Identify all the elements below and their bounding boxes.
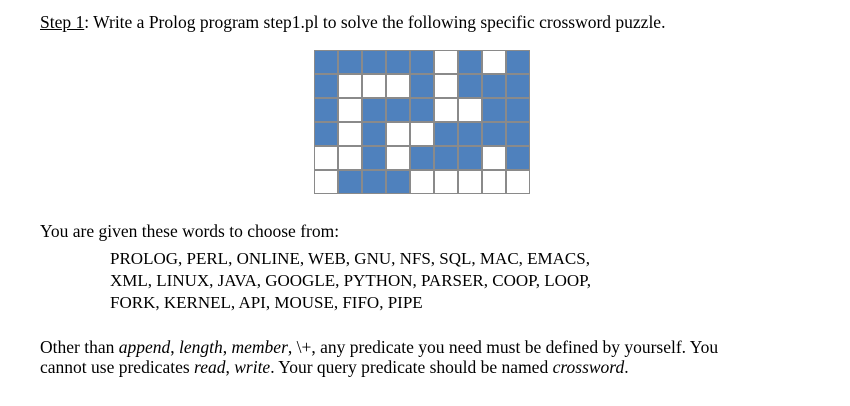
- grid-cell-empty: [435, 51, 458, 74]
- step-label: Step 1: [40, 12, 85, 32]
- grid-cell-filled: [483, 75, 506, 98]
- predicate-write: write: [234, 357, 271, 377]
- grid-cell-empty: [507, 171, 530, 194]
- grid-cell-empty: [459, 99, 482, 122]
- grid-cell-empty: [435, 99, 458, 122]
- grid-cell-filled: [315, 51, 338, 74]
- grid-cell-filled: [507, 75, 530, 98]
- constraint-text: cannot use predicates: [40, 357, 195, 377]
- grid-cell-empty: [315, 147, 338, 170]
- grid-cell-filled: [339, 51, 362, 74]
- constraint-text: Other than: [40, 337, 119, 357]
- grid-cell-filled: [507, 51, 530, 74]
- predicate-length: length: [179, 337, 223, 357]
- constraints-line-2: [40, 357, 629, 378]
- grid-cell-empty: [387, 123, 410, 146]
- constraint-text: ,: [222, 337, 232, 357]
- grid-cell-empty: [387, 147, 410, 170]
- grid-cell-filled: [483, 99, 506, 122]
- predicate-append: append: [118, 337, 171, 357]
- grid-cell-empty: [483, 51, 506, 74]
- constraint-text: ,: [225, 357, 235, 377]
- grid-cell-filled: [339, 171, 362, 194]
- constraints-line-1: [40, 337, 718, 358]
- predicate-crossword: crossword: [552, 357, 625, 377]
- crossword-grid: [314, 50, 530, 194]
- grid-cell-filled: [507, 123, 530, 146]
- grid-cell-filled: [459, 75, 482, 98]
- step-instruction: : Write a Prolog program step1.pl to solve the following specific crossword puzzle.: [84, 12, 666, 32]
- grid-cell-filled: [315, 123, 338, 146]
- grid-cell-empty: [411, 123, 434, 146]
- grid-cell-filled: [387, 171, 410, 194]
- grid-cell-empty: [435, 75, 458, 98]
- grid-cell-filled: [387, 99, 410, 122]
- word-list-line: XML, LINUX, JAVA, GOOGLE, PYTHON, PARSER, COOP, LOOP,: [110, 271, 591, 290]
- word-list-line: PROLOG, PERL, ONLINE, WEB, GNU, NFS, SQL, MAC, EMACS,: [110, 249, 590, 268]
- step-heading: [40, 12, 665, 33]
- constraint-text: ,: [170, 337, 180, 357]
- grid-cell-filled: [387, 51, 410, 74]
- grid-cell-filled: [315, 99, 338, 122]
- grid-cell-filled: [363, 51, 386, 74]
- constraint-text: . Your query predicate should be named: [270, 357, 553, 377]
- given-words-intro: You are given these words to choose from:: [40, 221, 340, 241]
- word-list-line: FORK, KERNEL, API, MOUSE, FIFO, PIPE: [110, 293, 423, 312]
- grid-cell-filled: [411, 147, 434, 170]
- grid-cell-empty: [435, 171, 458, 194]
- grid-cell-empty: [483, 171, 506, 194]
- constraint-text: .: [624, 357, 629, 377]
- grid-cell-empty: [363, 75, 386, 98]
- grid-cell-filled: [315, 75, 338, 98]
- grid-cell-empty: [339, 123, 362, 146]
- grid-cell-filled: [363, 123, 386, 146]
- grid-cell-filled: [411, 99, 434, 122]
- grid-cell-filled: [507, 147, 530, 170]
- grid-cell-filled: [459, 51, 482, 74]
- grid-cell-empty: [459, 171, 482, 194]
- grid-cell-empty: [483, 147, 506, 170]
- grid-cell-filled: [363, 99, 386, 122]
- grid-cell-empty: [339, 75, 362, 98]
- grid-cell-filled: [507, 99, 530, 122]
- predicate-read: read: [194, 357, 226, 377]
- predicate-member: member: [231, 337, 288, 357]
- constraint-text: , \+, any predicate you need must be defined by yourself. You: [287, 337, 719, 357]
- grid-cell-filled: [435, 123, 458, 146]
- grid-cell-filled: [459, 147, 482, 170]
- grid-cell-empty: [411, 171, 434, 194]
- grid-cell-filled: [483, 123, 506, 146]
- grid-cell-filled: [459, 123, 482, 146]
- grid-cell-filled: [363, 147, 386, 170]
- grid-cell-filled: [411, 51, 434, 74]
- grid-cell-filled: [435, 147, 458, 170]
- grid-cell-empty: [315, 171, 338, 194]
- grid-cell-empty: [339, 147, 362, 170]
- grid-cell-filled: [411, 75, 434, 98]
- grid-cell-empty: [339, 99, 362, 122]
- grid-cell-filled: [363, 171, 386, 194]
- grid-cell-empty: [387, 75, 410, 98]
